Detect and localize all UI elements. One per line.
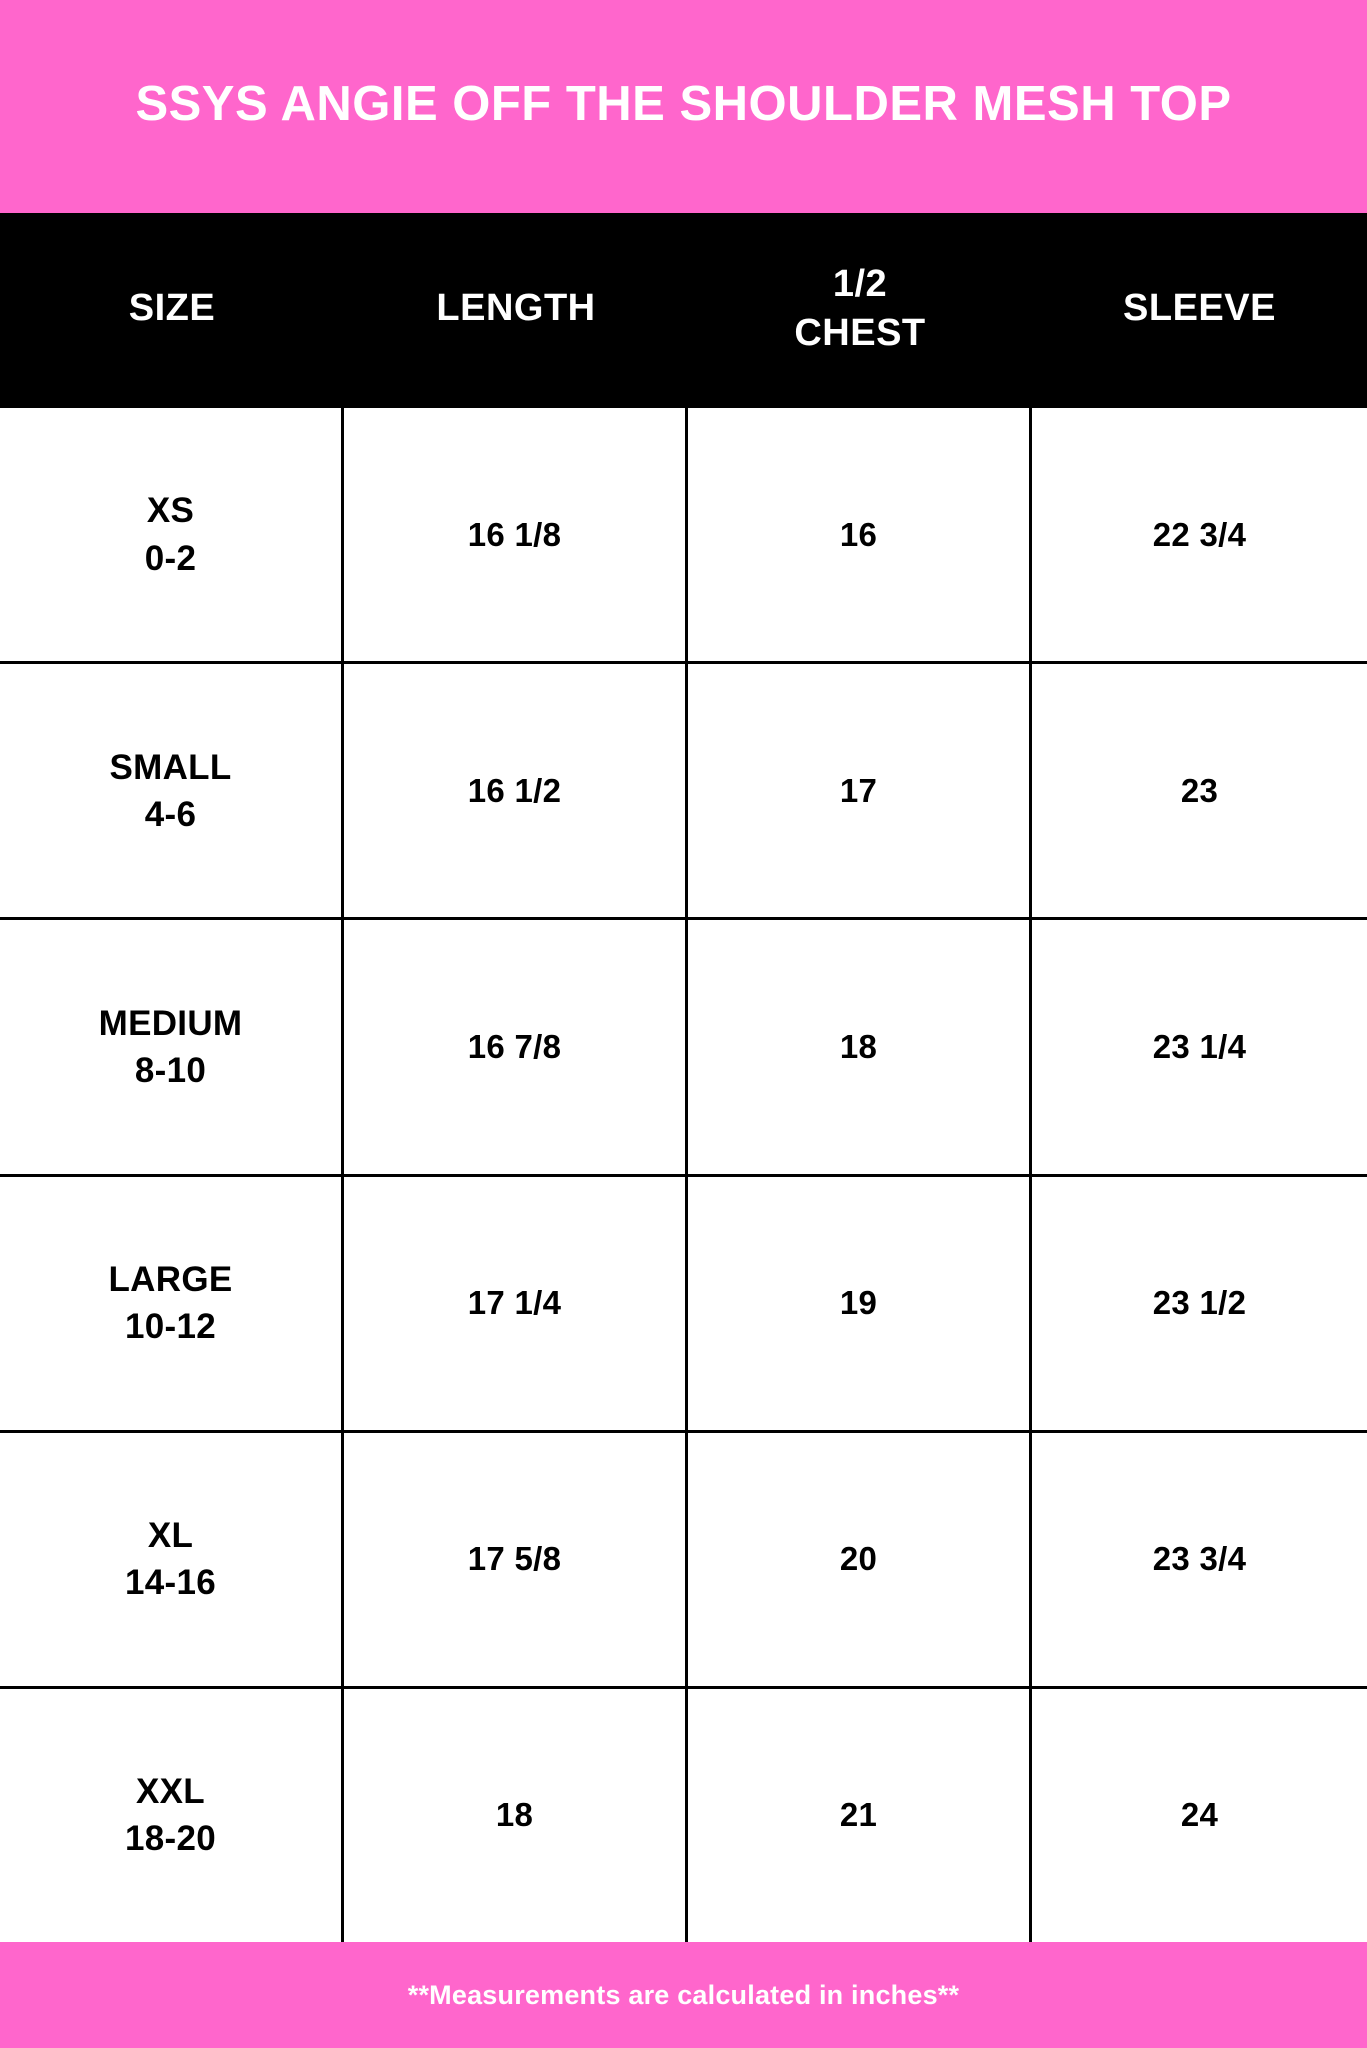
- size-name: XL: [147, 1516, 194, 1556]
- size-name: MEDIUM: [98, 1003, 243, 1043]
- page-title: SSYS ANGIE OFF THE SHOULDER MESH TOP: [135, 76, 1232, 131]
- table-row: [0, 920, 1367, 1176]
- footer-note: **Measurements are calculated in inches**: [407, 1979, 960, 2010]
- size-range: 8-10: [134, 1050, 207, 1090]
- column-header-size: SIZE: [128, 287, 216, 330]
- cell-sleeve: 23: [1180, 771, 1219, 809]
- size-name: SMALL: [109, 747, 232, 787]
- cell-size: [0, 1433, 344, 1686]
- cell-half-chest: 20: [688, 1433, 1032, 1686]
- table-row: [0, 1689, 1367, 1942]
- cell-size: [0, 920, 344, 1173]
- table-row: [0, 1177, 1367, 1433]
- table-row: [0, 664, 1367, 920]
- cell-sleeve: 23 3/4: [1152, 1540, 1247, 1578]
- cell-half-chest: 19: [688, 1177, 1032, 1430]
- cell-size: [0, 664, 344, 917]
- cell-length: 17 5/8: [344, 1433, 688, 1686]
- size-range: 14-16: [124, 1563, 217, 1603]
- column-header-half-chest-line2: CHEST: [794, 312, 926, 354]
- table-row: [0, 1433, 1367, 1689]
- table-header-row: [0, 213, 1367, 405]
- table-body: [0, 405, 1367, 1942]
- size-range: 10-12: [124, 1307, 217, 1347]
- cell-sleeve: 23 1/4: [1152, 1027, 1247, 1065]
- size-range: 0-2: [144, 538, 197, 578]
- cell-length: 18: [344, 1689, 688, 1942]
- column-header-sleeve: SLEEVE: [1123, 287, 1276, 330]
- table-row: [0, 408, 1367, 664]
- cell-sleeve: 24: [1180, 1796, 1219, 1834]
- size-name: LARGE: [108, 1259, 233, 1299]
- column-header-half-chest: [688, 260, 1032, 359]
- size-range: 4-6: [144, 794, 197, 834]
- cell-length: 16 1/2: [344, 664, 688, 917]
- cell-half-chest: 21: [688, 1689, 1032, 1942]
- column-header-length: LENGTH: [436, 287, 596, 330]
- cell-size: [0, 408, 344, 661]
- footer-note-bar: [0, 1942, 1367, 2048]
- cell-length: 16 1/8: [344, 408, 688, 661]
- chart-title-bar: [0, 0, 1367, 213]
- cell-size: [0, 1177, 344, 1430]
- size-name: XS: [146, 491, 195, 531]
- cell-size: [0, 1689, 344, 1942]
- column-header-half-chest-line1: 1/2: [832, 262, 888, 305]
- cell-half-chest: 16: [688, 408, 1032, 661]
- cell-half-chest: 17: [688, 664, 1032, 917]
- size-range: 18-20: [124, 1819, 217, 1859]
- cell-length: 17 1/4: [344, 1177, 688, 1430]
- cell-length: 16 7/8: [344, 920, 688, 1173]
- cell-sleeve: 22 3/4: [1152, 515, 1247, 553]
- cell-half-chest: 18: [688, 920, 1032, 1173]
- size-name: XXL: [136, 1772, 205, 1812]
- cell-sleeve: 23 1/2: [1152, 1284, 1247, 1322]
